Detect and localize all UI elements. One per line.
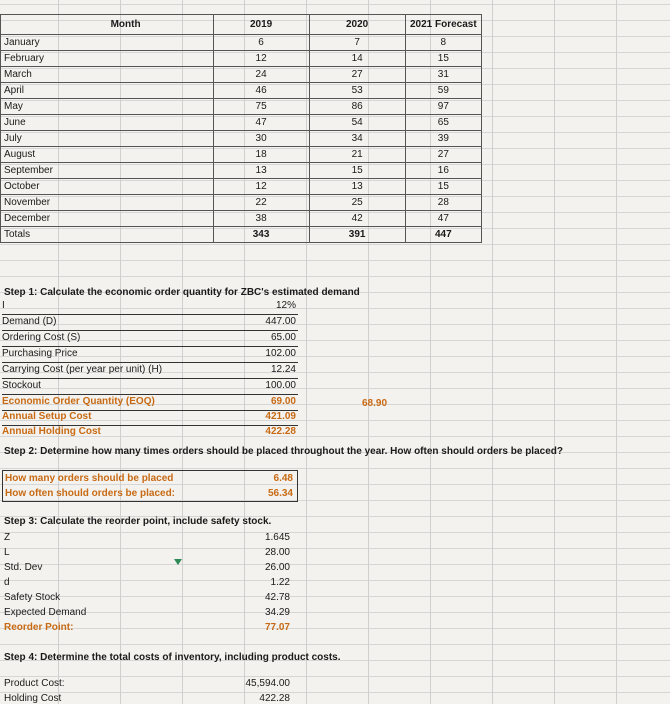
- eoq-extra-value[interactable]: 68.90: [362, 398, 388, 409]
- total-2019[interactable]: 343: [213, 227, 309, 243]
- value-2021-cell[interactable]: 27: [405, 147, 481, 163]
- d-label[interactable]: d: [4, 577, 10, 588]
- totals-row: [1, 227, 482, 243]
- value-2021-cell[interactable]: 8: [405, 35, 481, 51]
- orders-box: [2, 470, 298, 502]
- value-2021-cell[interactable]: 28: [405, 195, 481, 211]
- table-row: [1, 195, 482, 211]
- purchasing-label[interactable]: Purchasing Price: [2, 348, 78, 359]
- month-cell[interactable]: December: [1, 211, 214, 227]
- table-row: [1, 35, 482, 51]
- month-cell[interactable]: March: [1, 67, 214, 83]
- eoq-label[interactable]: Economic Order Quantity (EOQ): [2, 396, 155, 407]
- table-row: [1, 131, 482, 147]
- purchasing-value[interactable]: 102.00: [265, 348, 296, 359]
- total-2020[interactable]: 391: [309, 227, 405, 243]
- step1-row-eoq: [2, 395, 298, 411]
- value-2019-cell[interactable]: 38: [213, 211, 309, 227]
- table-row: [1, 67, 482, 83]
- demand-label[interactable]: Demand (D): [2, 316, 57, 327]
- value-2020-cell[interactable]: 25: [309, 195, 405, 211]
- value-2021-cell[interactable]: 97: [405, 99, 481, 115]
- value-2021-cell[interactable]: 16: [405, 163, 481, 179]
- table-row: [1, 51, 482, 67]
- value-2021-cell[interactable]: 47: [405, 211, 481, 227]
- step1-heading[interactable]: Step 1: Calculate the economic order quantity for ZBC's estimated demand: [4, 287, 360, 298]
- step1-row-purchasing: [2, 347, 298, 363]
- ordering-value[interactable]: 65.00: [270, 332, 296, 343]
- table-row: [1, 115, 482, 131]
- value-2021-cell[interactable]: 65: [405, 115, 481, 131]
- holding-cost-label-step4[interactable]: Holding Cost: [4, 693, 62, 704]
- value-2020-cell[interactable]: 27: [309, 67, 405, 83]
- eoq-value[interactable]: 69.00: [270, 396, 296, 407]
- product-cost-value[interactable]: 45,594.00: [245, 678, 290, 689]
- value-2020-cell[interactable]: 53: [309, 83, 405, 99]
- safety-stock-value[interactable]: 42.78: [264, 592, 290, 603]
- how-many-orders-value[interactable]: 6.48: [273, 473, 293, 484]
- holding-cost-value[interactable]: 422.28: [265, 426, 296, 437]
- value-2021-cell[interactable]: 39: [405, 131, 481, 147]
- value-2019-cell[interactable]: 12: [213, 179, 309, 195]
- table-row: [1, 163, 482, 179]
- l-value[interactable]: 28.00: [264, 547, 290, 558]
- z-value[interactable]: 1.645: [264, 532, 290, 543]
- stockout-label[interactable]: Stockout: [2, 380, 41, 391]
- reorder-point-label[interactable]: Reorder Point:: [4, 622, 74, 633]
- demand-value[interactable]: 447.00: [265, 316, 296, 327]
- how-often-orders-value[interactable]: 56.34: [267, 488, 293, 499]
- safety-stock-label[interactable]: Safety Stock: [4, 592, 61, 603]
- table-header-row: [1, 15, 482, 35]
- month-cell[interactable]: May: [1, 99, 214, 115]
- month-cell[interactable]: April: [1, 83, 214, 99]
- value-2020-cell[interactable]: 21: [309, 147, 405, 163]
- value-2019-cell[interactable]: 18: [213, 147, 309, 163]
- value-2019-cell[interactable]: 46: [213, 83, 309, 99]
- std-dev-label[interactable]: Std. Dev: [4, 562, 43, 573]
- step1-row-holding: [2, 425, 298, 440]
- expected-demand-label[interactable]: Expected Demand: [4, 607, 87, 618]
- value-2019-cell[interactable]: 13: [213, 163, 309, 179]
- header-2021-forecast[interactable]: 2021 Forecast: [405, 15, 481, 35]
- reorder-point-value[interactable]: 77.07: [264, 622, 290, 633]
- product-cost-label[interactable]: Product Cost:: [4, 678, 65, 689]
- value-2019-cell[interactable]: 24: [213, 67, 309, 83]
- step2-heading[interactable]: Step 2: Determine how many times orders should be placed throughout the year. How often should orders be placed?: [4, 446, 563, 457]
- carrying-label[interactable]: Carrying Cost (per year per unit) (H): [2, 364, 163, 375]
- value-2021-cell[interactable]: 15: [405, 179, 481, 195]
- value-2019-cell[interactable]: 22: [213, 195, 309, 211]
- header-2019[interactable]: 2019: [213, 15, 309, 35]
- header-2020[interactable]: 2020: [309, 15, 405, 35]
- std-dev-value[interactable]: 26.00: [264, 562, 290, 573]
- totals-label[interactable]: Totals: [1, 227, 214, 243]
- value-2020-cell[interactable]: 13: [309, 179, 405, 195]
- value-2019-cell[interactable]: 75: [213, 99, 309, 115]
- how-often-orders-label[interactable]: How often should orders be placed:: [5, 488, 176, 499]
- i-value[interactable]: 12%: [275, 300, 296, 311]
- table-row: [1, 147, 482, 163]
- table-body: [1, 35, 482, 227]
- z-label[interactable]: Z: [4, 532, 11, 543]
- setup-cost-label[interactable]: Annual Setup Cost: [2, 411, 92, 422]
- holding-cost-label[interactable]: Annual Holding Cost: [2, 426, 101, 437]
- total-2021[interactable]: 447: [405, 227, 481, 243]
- value-2019-cell[interactable]: 6: [213, 35, 309, 51]
- value-2021-cell[interactable]: 31: [405, 67, 481, 83]
- month-cell[interactable]: July: [1, 131, 214, 147]
- month-cell[interactable]: October: [1, 179, 214, 195]
- value-2020-cell[interactable]: 7: [309, 35, 405, 51]
- month-cell[interactable]: June: [1, 115, 214, 131]
- cell-comment-marker-icon: [174, 559, 182, 565]
- value-2020-cell[interactable]: 42: [309, 211, 405, 227]
- expected-demand-value[interactable]: 34.29: [264, 607, 290, 618]
- month-cell[interactable]: August: [1, 147, 214, 163]
- step1-row-i: [2, 299, 298, 315]
- step4-heading[interactable]: Step 4: Determine the total costs of inventory, including product costs.: [4, 652, 341, 663]
- table-row: [1, 179, 482, 195]
- value-2020-cell[interactable]: 86: [309, 99, 405, 115]
- value-2020-cell[interactable]: 15: [309, 163, 405, 179]
- value-2021-cell[interactable]: 15: [405, 51, 481, 67]
- step1-row-demand: [2, 315, 298, 331]
- value-2021-cell[interactable]: 59: [405, 83, 481, 99]
- step1-row-ordering: [2, 331, 298, 347]
- step1-row-setup: [2, 410, 298, 426]
- l-label[interactable]: L: [4, 547, 10, 558]
- monthly-demand-table: [0, 14, 482, 243]
- month-cell[interactable]: January: [1, 35, 214, 51]
- step1-row-carrying: [2, 363, 298, 379]
- table-row: [1, 83, 482, 99]
- ordering-label[interactable]: Ordering Cost (S): [2, 332, 81, 343]
- step3-heading[interactable]: Step 3: Calculate the reorder point, include safety stock.: [4, 516, 272, 527]
- month-cell[interactable]: February: [1, 51, 214, 67]
- value-2019-cell[interactable]: 47: [213, 115, 309, 131]
- step1-row-stockout: [2, 379, 298, 395]
- value-2020-cell[interactable]: 14: [309, 51, 405, 67]
- holding-cost-value-step4[interactable]: 422.28: [259, 693, 290, 704]
- table-row: [1, 211, 482, 227]
- value-2019-cell[interactable]: 30: [213, 131, 309, 147]
- carrying-value[interactable]: 12.24: [270, 364, 296, 375]
- setup-cost-value[interactable]: 421.09: [265, 411, 296, 422]
- header-month[interactable]: Month: [1, 15, 214, 35]
- value-2020-cell[interactable]: 54: [309, 115, 405, 131]
- how-many-orders-label[interactable]: How many orders should be placed: [5, 473, 174, 484]
- i-label[interactable]: I: [2, 300, 5, 311]
- value-2019-cell[interactable]: 12: [213, 51, 309, 67]
- d-value[interactable]: 1.22: [270, 577, 290, 588]
- month-cell[interactable]: September: [1, 163, 214, 179]
- stockout-value[interactable]: 100.00: [265, 380, 296, 391]
- value-2020-cell[interactable]: 34: [309, 131, 405, 147]
- month-cell[interactable]: November: [1, 195, 214, 211]
- table-row: [1, 99, 482, 115]
